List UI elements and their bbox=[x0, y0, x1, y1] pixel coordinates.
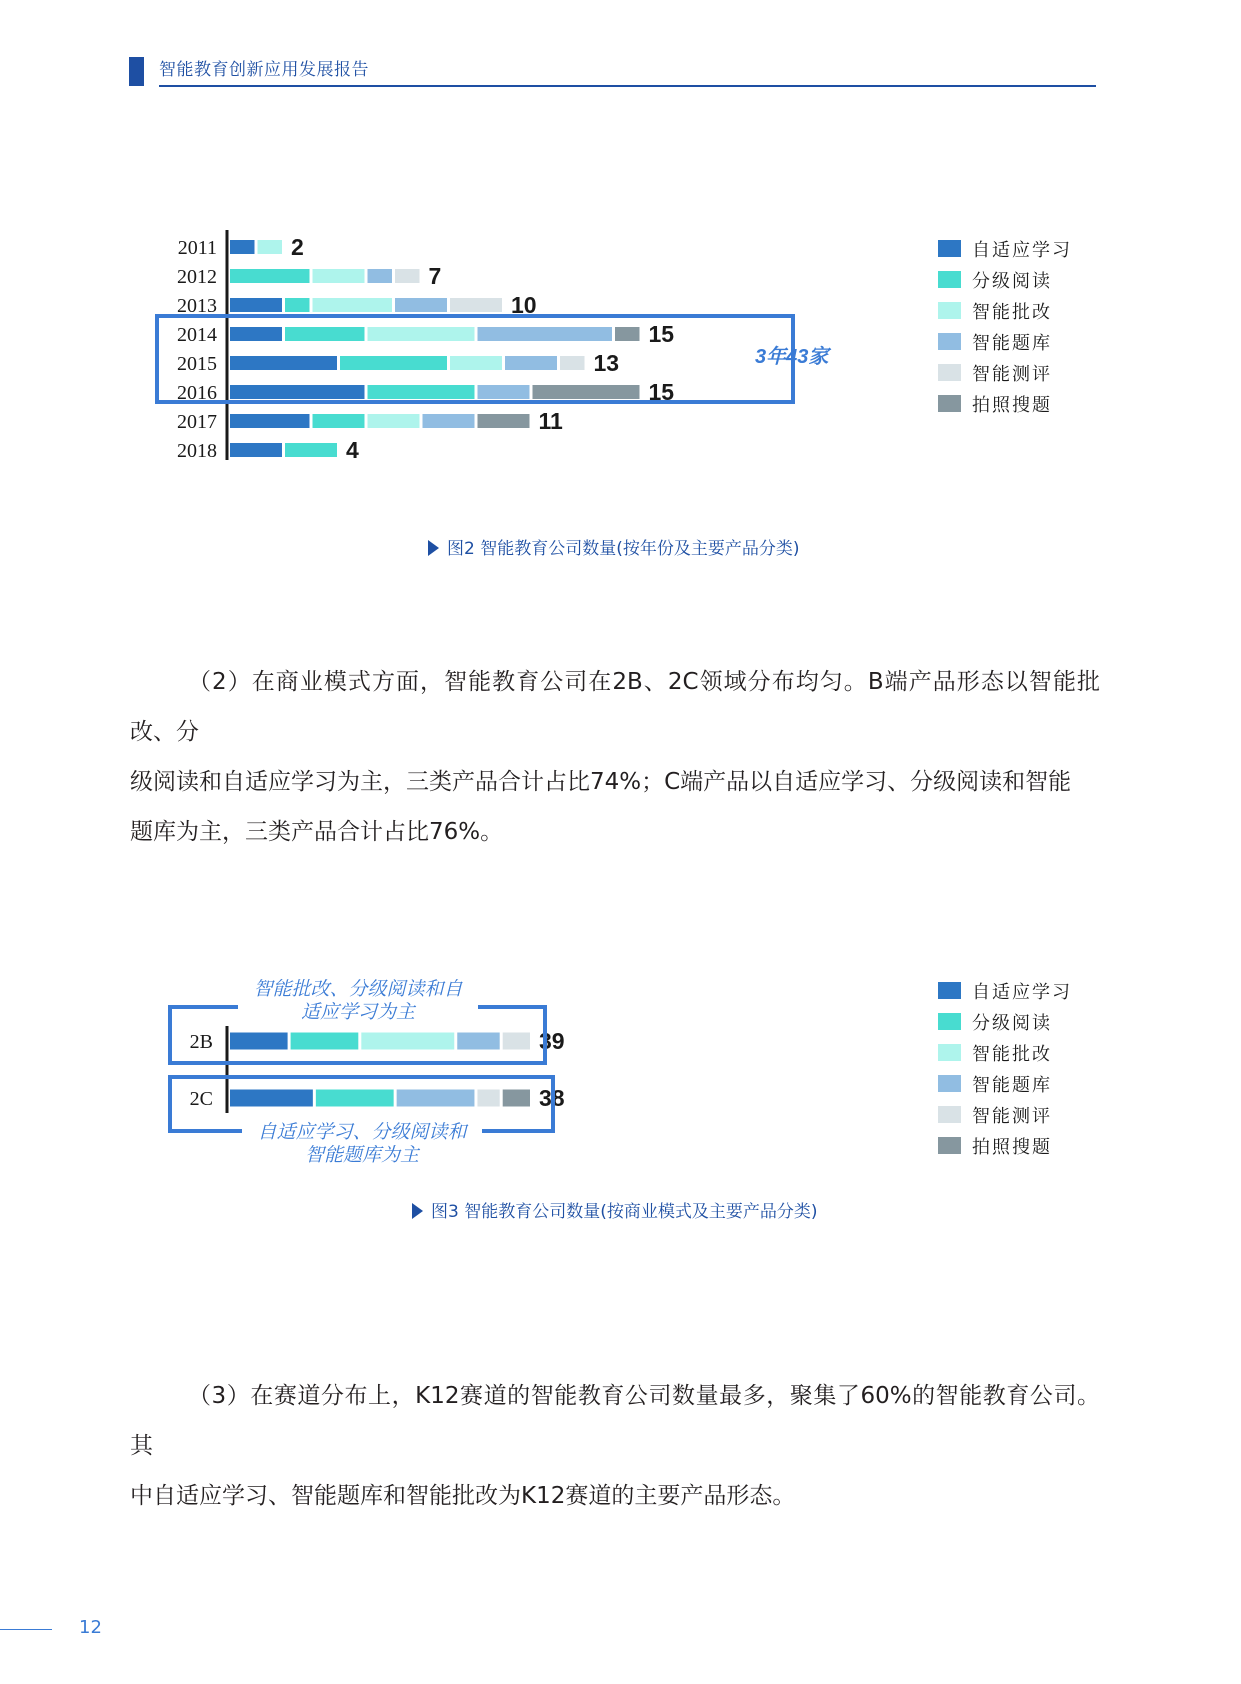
bar-segment-智能批改 bbox=[258, 240, 283, 254]
bar-segment-拍照搜题 bbox=[478, 414, 530, 428]
total-value-label: 39 bbox=[539, 1028, 565, 1054]
legend-swatch bbox=[938, 1075, 961, 1092]
bar-segment-拍照搜题 bbox=[615, 327, 640, 341]
bar-segment-智能批改 bbox=[361, 1033, 454, 1050]
bar-segment-智能测评 bbox=[503, 1033, 530, 1050]
category-label: 2B bbox=[189, 1031, 213, 1053]
legend-label: 拍照搜题 bbox=[972, 395, 1052, 416]
legend-swatch bbox=[938, 271, 961, 288]
total-value-label: 38 bbox=[539, 1085, 565, 1111]
total-value-label: 10 bbox=[511, 292, 537, 318]
category-label: 2015 bbox=[177, 353, 217, 375]
paragraph-line: 中自适应学习、智能题库和智能批改为K12赛道的主要产品形态。 bbox=[130, 1483, 796, 1509]
legend-label: 智能测评 bbox=[972, 1106, 1052, 1127]
bar-segment-智能批改 bbox=[450, 356, 502, 370]
legend-label: 智能题库 bbox=[972, 333, 1052, 354]
total-value-label: 4 bbox=[346, 437, 359, 460]
bar-segment-分级阅读 bbox=[285, 327, 365, 341]
figure2-caption bbox=[428, 534, 799, 559]
legend-swatch bbox=[938, 364, 961, 381]
bar-segment-分级阅读 bbox=[230, 269, 310, 283]
legend-label: 智能题库 bbox=[972, 1075, 1052, 1096]
bar-segment-自适应学习 bbox=[230, 443, 282, 457]
note-2b-line: 智能批改、分级阅读和自 bbox=[253, 978, 463, 1000]
category-label: 2011 bbox=[177, 237, 217, 259]
bar-segment-智能题库 bbox=[368, 269, 393, 283]
total-value-label: 7 bbox=[428, 263, 442, 289]
bar-segment-分级阅读 bbox=[316, 1090, 394, 1107]
category-label: 2016 bbox=[177, 382, 217, 404]
paragraph-line: 题库为主，三类产品合计占比76%。 bbox=[130, 819, 504, 845]
figure3-caption bbox=[412, 1197, 817, 1222]
figure3-chart bbox=[0, 950, 1241, 1170]
bar-segment-自适应学习 bbox=[230, 240, 255, 254]
header-title: 智能教育创新应用发展报告 bbox=[159, 60, 369, 80]
total-value-label: 11 bbox=[538, 408, 563, 434]
bar-segment-智能题库 bbox=[457, 1033, 499, 1050]
highlight-annotation: 3年43家 bbox=[755, 346, 829, 368]
legend-label: 智能测评 bbox=[972, 364, 1052, 385]
bar-segment-自适应学习 bbox=[230, 356, 337, 370]
legend-swatch bbox=[938, 1106, 961, 1123]
paragraph-line: （3）在赛道分布上，K12赛道的智能教育公司数量最多，聚集了60%的智能教育公司。其 bbox=[130, 1383, 1100, 1459]
bar-segment-拍照搜题 bbox=[503, 1090, 530, 1107]
bar-segment-分级阅读 bbox=[285, 298, 310, 312]
category-label: 2017 bbox=[177, 411, 217, 433]
bar-segment-智能批改 bbox=[368, 414, 420, 428]
legend-label: 分级阅读 bbox=[972, 1013, 1052, 1034]
legend-label: 自适应学习 bbox=[972, 240, 1072, 261]
legend-swatch bbox=[938, 982, 961, 999]
category-label: 2014 bbox=[177, 324, 217, 346]
legend-label: 智能批改 bbox=[972, 1044, 1052, 1065]
bar-segment-自适应学习 bbox=[230, 385, 365, 399]
bar-segment-智能题库 bbox=[395, 298, 447, 312]
bar-segment-智能题库 bbox=[397, 1090, 475, 1107]
bar-segment-智能题库 bbox=[505, 356, 557, 370]
category-label: 2013 bbox=[177, 295, 217, 317]
caption-arrow-icon bbox=[428, 540, 439, 556]
category-label: 2012 bbox=[177, 266, 217, 288]
bar-segment-分级阅读 bbox=[340, 356, 447, 370]
paragraph-line: （2）在商业模式方面，智能教育公司在2B、2C领域分布均匀。B端产品形态以智能批改、分 bbox=[130, 669, 1100, 745]
note-2c-line: 自适应学习、分级阅读和 bbox=[257, 1121, 467, 1143]
category-label: 2018 bbox=[177, 440, 217, 460]
figure2-chart bbox=[0, 200, 1241, 460]
legend-swatch bbox=[938, 302, 961, 319]
caption-arrow-icon bbox=[412, 1203, 423, 1219]
legend-label: 分级阅读 bbox=[972, 271, 1052, 292]
bar-segment-自适应学习 bbox=[230, 1090, 313, 1107]
paragraph-line: 级阅读和自适应学习为主，三类产品合计占比74%；C端产品以自适应学习、分级阅读和智能 bbox=[130, 769, 1072, 795]
bar-segment-分级阅读 bbox=[291, 1033, 359, 1050]
bar-segment-智能批改 bbox=[313, 269, 365, 283]
total-value-label: 15 bbox=[648, 321, 675, 347]
legend-label: 拍照搜题 bbox=[972, 1137, 1052, 1158]
total-value-label: 2 bbox=[291, 234, 304, 260]
bar-segment-智能题库 bbox=[478, 385, 530, 399]
bar-segment-自适应学习 bbox=[230, 327, 282, 341]
paragraph-track-distribution bbox=[130, 1371, 1100, 1521]
category-label: 2C bbox=[189, 1088, 213, 1110]
legend-swatch bbox=[938, 1137, 961, 1154]
bar-segment-拍照搜题 bbox=[533, 385, 640, 399]
bar-segment-智能批改 bbox=[313, 298, 393, 312]
bar-segment-智能题库 bbox=[423, 414, 475, 428]
figure2-caption-text: 图2 智能教育公司数量(按年份及主要产品分类) bbox=[447, 539, 800, 559]
bar-segment-智能批改 bbox=[368, 327, 475, 341]
bar-segment-分级阅读 bbox=[285, 443, 337, 457]
legend-swatch bbox=[938, 395, 961, 412]
bar-segment-分级阅读 bbox=[313, 414, 365, 428]
bar-segment-分级阅读 bbox=[368, 385, 475, 399]
total-value-label: 15 bbox=[648, 379, 675, 405]
figure3-caption-text: 图3 智能教育公司数量(按商业模式及主要产品分类) bbox=[431, 1202, 818, 1222]
bar-segment-智能题库 bbox=[478, 327, 613, 341]
bar-segment-智能测评 bbox=[450, 298, 502, 312]
legend-swatch bbox=[938, 1013, 961, 1030]
header-accent-block bbox=[129, 57, 144, 86]
legend-label: 自适应学习 bbox=[972, 982, 1072, 1003]
bar-segment-智能测评 bbox=[560, 356, 585, 370]
legend-swatch bbox=[938, 240, 961, 257]
bar-segment-自适应学习 bbox=[230, 298, 282, 312]
note-2c-line: 智能题库为主 bbox=[304, 1144, 420, 1166]
bar-segment-智能测评 bbox=[477, 1090, 499, 1107]
page-number: 12 bbox=[79, 1617, 102, 1638]
total-value-label: 13 bbox=[593, 350, 620, 376]
paragraph-business-model bbox=[130, 657, 1100, 857]
footer-rule bbox=[0, 1629, 52, 1630]
legend-swatch bbox=[938, 333, 961, 350]
header-rule bbox=[159, 85, 1096, 87]
legend-label: 智能批改 bbox=[972, 302, 1052, 323]
bar-segment-智能测评 bbox=[395, 269, 420, 283]
bar-segment-自适应学习 bbox=[230, 1033, 288, 1050]
note-2b-line: 适应学习为主 bbox=[300, 1001, 416, 1023]
bar-segment-自适应学习 bbox=[230, 414, 310, 428]
legend-swatch bbox=[938, 1044, 961, 1061]
